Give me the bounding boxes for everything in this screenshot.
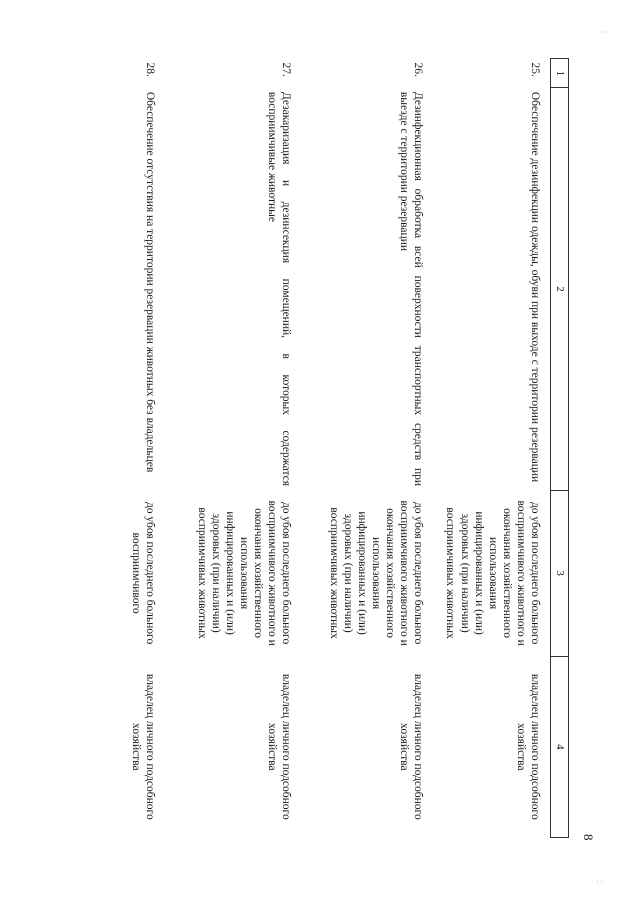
table-row [165, 59, 301, 838]
header-cell-4: 4 [550, 656, 568, 837]
row-number: 25. [528, 62, 541, 77]
page-number: 8 [581, 834, 596, 841]
scan-speck: · · [600, 28, 608, 37]
deadline-text: до убоя последнего больного восприимчивого животного и окончания хозяйственного использования инфицированных и (или) здоровых (при наличии) восприимчивых животных [328, 500, 425, 646]
table-row [301, 59, 433, 838]
responsible-text: владелец личного подсобного хозяйства [398, 673, 425, 820]
header-cell-3: 3 [550, 490, 568, 656]
row-number: 27. [280, 62, 293, 77]
table-header-row [550, 59, 568, 838]
measure-text: Дезинфекционная обработка всей поверхности транспортных средств при выезде с территории резервации [398, 91, 425, 487]
deadline-text: до убоя последнего больного восприимчивого [130, 501, 157, 645]
measure-text: Обеспечение дезинфекции одежды, обуви при выходе с территории резервации [528, 91, 541, 483]
deadline-text: до убоя последнего больного восприимчивого животного и окончания хозяйственного использования инфицированных и (или) здоровых (при наличии) восприимчивых животных [196, 500, 293, 646]
scan-speck: · · [596, 878, 604, 887]
row-number: 28. [144, 62, 157, 77]
measure-text: Обеспечение отсутствия на территории резервации животных без владельцев [144, 91, 157, 473]
header-cell-2: 2 [550, 88, 568, 490]
responsible-text: владелец личного подсобного хозяйства [514, 673, 541, 820]
responsible-text: владелец личного подсобного хозяйства [266, 673, 293, 820]
measure-text: Дезакаризация и дезинсекция помещений, в которых содержатся восприимчивые животные [266, 91, 293, 487]
measures-table [67, 58, 569, 838]
deadline-text: до убоя последнего больного восприимчивого животного и окончания хозяйственного использования инфицированных и (или) здоровых (при наличии) восприимчивых животных [444, 500, 541, 646]
row-number: 26. [412, 62, 425, 77]
table-row [67, 59, 165, 838]
responsible-text: владелец личного подсобного хозяйства [130, 673, 157, 820]
table-row [433, 59, 550, 838]
header-cell-1: 1 [550, 59, 568, 88]
